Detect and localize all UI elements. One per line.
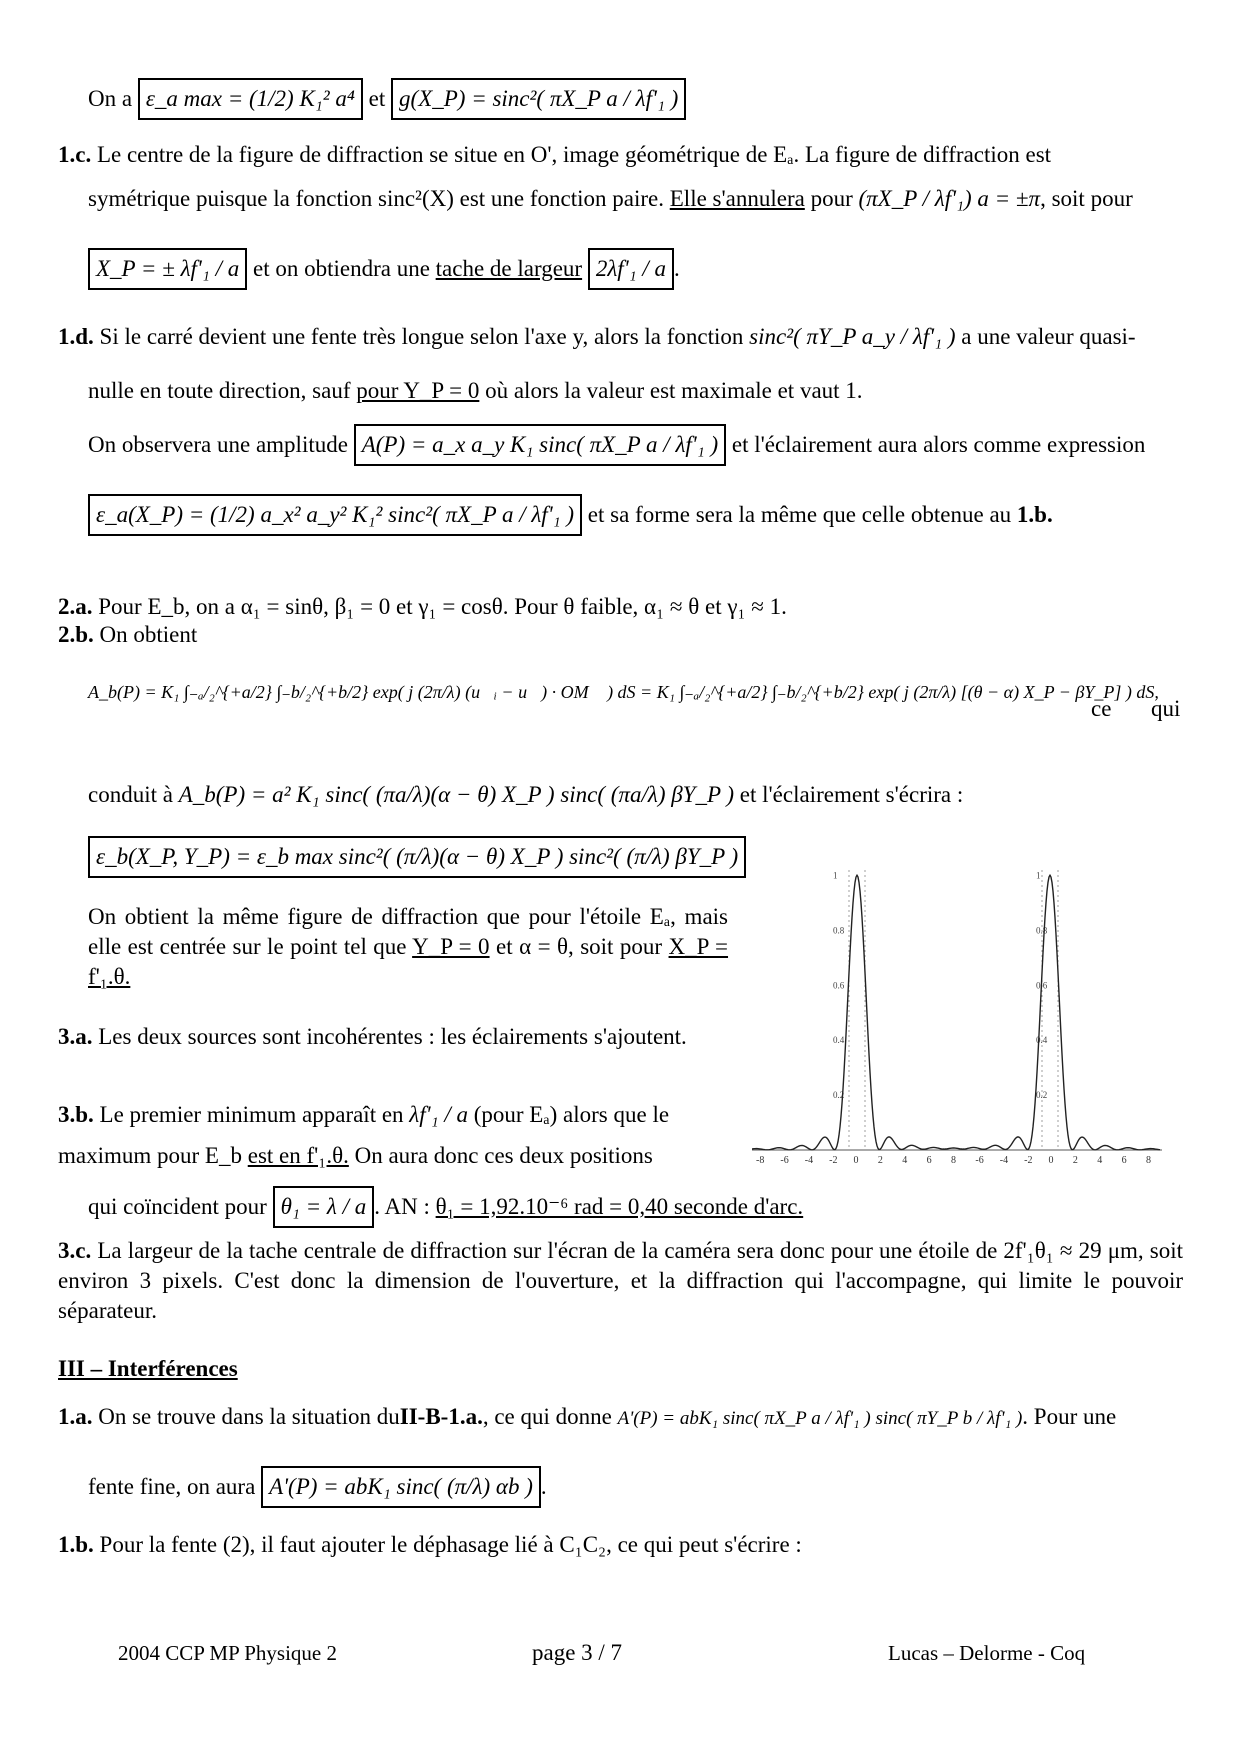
- footer-page: page 3 / 7: [532, 1640, 623, 1665]
- diffraction-chart: [752, 860, 1172, 1165]
- x-tick-label: 4: [1097, 1155, 1103, 1165]
- x-tick-label: -2: [1024, 1155, 1033, 1165]
- para-1c-line3: X_P = ± λf'₁ / a et on obtiendra une tache de largeur 2λf'₁ / a .: [88, 248, 680, 290]
- para-2b-conclusion: On obtient la même figure de diffraction que pour l'étoile Eₐ, mais elle est centrée sur le point tel que Y_P = 0 et α = θ, soit pour X_P = f'₁.θ.: [88, 904, 729, 989]
- y-tick-label: 1: [1036, 870, 1041, 881]
- formula-theta1: θ₁ = λ / a: [273, 1186, 375, 1228]
- para-3a: 3.a. Les deux sources sont incohérentes : les éclairements s'ajoutent.: [58, 1024, 687, 1049]
- formula-a-prime: A'(P) = abK₁ sinc( (π/λ) αb ): [261, 1466, 541, 1508]
- formula-g: g(X_P) = sinc²( πX_P a / λf'₁ ): [391, 78, 686, 120]
- para-1d-line2: nulle en toute direction, sauf pour Y_P = 0 où alors la valeur est maximale et vaut 1.: [88, 378, 863, 403]
- y-tick-label: 0.2: [1036, 1090, 1048, 1101]
- para-1d-line1: 1.d. Si le carré devient une fente très longue selon l'axe y, alors la fonction sinc²( πY_P a_y / λf'₁ ) a une valeur quasi-: [58, 324, 1136, 349]
- para-2b: 2.b. On obtient: [58, 622, 198, 647]
- x-tick-label: -6: [975, 1155, 984, 1165]
- series-line-intensity: [752, 875, 1160, 1150]
- intro-line: On a ε_a max = (1/2) K₁² a⁴ et g(X_P) = sinc²( πX_P a / λf'₁ ): [88, 78, 686, 120]
- x-tick-label: 4: [902, 1155, 908, 1165]
- formula-xp-zero: X_P = ± λf'₁ / a: [88, 248, 247, 290]
- para-2b-eps: [88, 836, 746, 878]
- y-tick-label: 0.6: [833, 980, 845, 991]
- x-tick-label: 6: [1121, 1155, 1127, 1165]
- peak-point-0: [856, 875, 858, 877]
- para-1d-line4: ε_a(X_P) = (1/2) a_x² a_y² K₁² sinc²( πX_P a / λf'₁ ) et sa forme sera la même que celle obtenue au 1.b.: [88, 494, 1053, 536]
- para-2a: 2.a. Pour E_b, on a α₁ = sinθ, β₁ = 0 et γ₁ = cosθ. Pour θ faible, α₁ ≈ θ et γ₁ ≈ 1.: [58, 594, 787, 619]
- para-iii-1b: 1.b. Pour la fente (2), il faut ajouter le déphasage lié à C₁C₂, ce qui peut s'écrire :: [58, 1532, 802, 1557]
- para-iii-1a: 1.a. On se trouve dans la situation duII-B-1.a., ce qui donne A'(P) = abK₁ sinc( πX_P a / λf'₁ ) sinc( πY_P b / λf'₁ ). Pour une: [58, 1404, 1117, 1429]
- para-1d-line3: On observera une amplitude A(P) = a_x a_y K₁ sinc( πX_P a / λf'₁ ) et l'éclairement aura alors comme expression: [88, 424, 1145, 466]
- x-tick-label: 6: [926, 1155, 932, 1165]
- x-tick-label: 0: [853, 1155, 859, 1165]
- section-title: III – Interférences: [58, 1356, 238, 1381]
- x-tick-label: 8: [1146, 1155, 1151, 1165]
- formula-eps-max: ε_a max = (1/2) K₁² a⁴: [138, 78, 363, 120]
- equation-ab-integral: A_b(P) = K₁ ∫₋ₐ/₂^{+a/2} ∫₋b/₂^{+b/2} exp( j (2π/λ) (u⃗ᵢ − u⃗) · OM⃗ ) dS = K₁ ∫₋ₐ/₂^{+a/2} ∫₋b/₂^{+b/2} exp( j (2π/λ) [(θ − α) X_P − βY_P] ) dS, ce qui: [88, 682, 1181, 721]
- formula-width: 2λf'₁ / a: [588, 248, 674, 290]
- x-tick-label: 8: [951, 1155, 956, 1165]
- y-tick-label: 0.4: [833, 1035, 845, 1046]
- y-tick-label: 0.8: [1036, 925, 1048, 936]
- para-3b: 3.b. Le premier minimum apparaît en λf'₁ / a (pour Eₐ) alors que le maximum pour E_b est en f'₁.θ. On aura donc ces deux positions: [58, 1102, 670, 1169]
- para-1c-line1: 1.c. Le centre de la figure de diffraction se situe en O', image géométrique de Eₐ. La figure de diffraction est: [58, 142, 1052, 167]
- x-tick-label: -6: [780, 1155, 789, 1165]
- footer-left: 2004 CCP MP Physique 2: [118, 1641, 337, 1665]
- formula-amplitude: A(P) = a_x a_y K₁ sinc( πX_P a / λf'₁ ): [354, 424, 726, 466]
- x-tick-label: -4: [999, 1155, 1009, 1165]
- footer-right: Lucas – Delorme - Coq: [888, 1641, 1086, 1665]
- y-tick-label: 0.8: [833, 925, 845, 936]
- y-tick-label: 0.2: [833, 1090, 845, 1101]
- formula-eps-b: ε_b(X_P, Y_P) = ε_b max sinc²( (π/λ)(α − θ) X_P ) sinc²( (π/λ) βY_P ): [88, 836, 746, 878]
- y-tick-label: 0.6: [1036, 980, 1048, 991]
- peak-point-1: [1049, 875, 1051, 877]
- para-3c: 3.c. La largeur de la tache centrale de diffraction sur l'écran de la caméra sera donc pour une étoile de 2f'₁θ₁ ≈ 29 μm, soit environ 3 pixels. C'est donc la dimension de l'ouverture, et la diffraction qui l'accompagne, qui limite le pouvoir séparateur.: [58, 1238, 1184, 1323]
- para-1c-line2: symétrique puisque la fonction sinc²(X) est une fonction paire. Elle s'annulera pour (πX_P / λf'₁) a = ±π, soit pour: [88, 186, 1133, 211]
- formula-eps-a: ε_a(X_P) = (1/2) a_x² a_y² K₁² sinc²( πX_P a / λf'₁ ): [88, 494, 582, 536]
- para-2b-conduit: conduit à A_b(P) = a² K₁ sinc( (πa/λ)(α − θ) X_P ) sinc( (πa/λ) βY_P ) et l'éclairement s'écrira :: [88, 782, 964, 807]
- para-iii-1a-line2: fente fine, on aura A'(P) = abK₁ sinc( (π/λ) αb ) .: [88, 1466, 547, 1508]
- x-tick-label: -4: [804, 1155, 814, 1165]
- x-tick-label: -8: [756, 1155, 765, 1165]
- y-tick-label: 0.4: [1036, 1035, 1048, 1046]
- x-tick-label: 2: [877, 1155, 883, 1165]
- x-tick-label: 2: [1072, 1155, 1078, 1165]
- x-tick-label: 0: [1048, 1155, 1054, 1165]
- y-tick-label: 1: [833, 870, 838, 881]
- para-3b-line3: qui coïncident pour θ₁ = λ / a . AN : θ₁ = 1,92.10⁻⁶ rad = 0,40 seconde d'arc.: [88, 1186, 803, 1228]
- x-tick-label: -2: [829, 1155, 838, 1165]
